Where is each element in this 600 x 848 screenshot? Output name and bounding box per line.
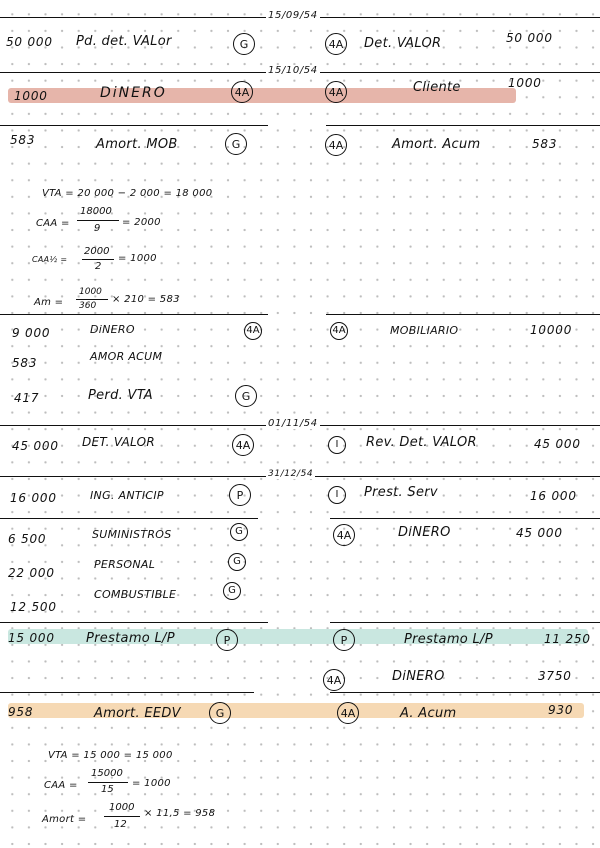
account-type-tag: G (209, 702, 231, 724)
credit-account: DiNERO (398, 525, 451, 540)
entry-separator-line (0, 518, 258, 519)
debit-amount: 12 500 (10, 600, 57, 614)
account-type-tag: P (216, 629, 238, 651)
credit-account: A. Acum (400, 706, 457, 721)
account-type-tag: G (225, 133, 247, 155)
account-type-tag: I (328, 486, 346, 504)
fraction-denominator: 12 (114, 819, 127, 830)
account-type-tag: 4A (325, 81, 347, 103)
entry-separator-line (0, 692, 254, 693)
debit-account: Pd. det. VALor (76, 34, 172, 49)
debit-amount: 22 000 (8, 566, 55, 580)
entry-separator-line (326, 314, 600, 315)
debit-account: PERSONAL (94, 558, 156, 571)
calc-caa-result: = 2000 (122, 217, 161, 228)
credit-amount: 11 250 (544, 632, 591, 646)
calc-half-result: = 1000 (118, 253, 157, 264)
fraction-numerator: 18000 (80, 206, 112, 217)
account-type-tag: G (233, 33, 255, 55)
fraction-denominator: 15 (101, 784, 114, 795)
fraction-bar (104, 816, 140, 817)
entry-separator-line (0, 125, 268, 126)
fraction-bar (88, 782, 128, 783)
fraction-bar (76, 299, 108, 300)
fraction-bar (77, 220, 119, 221)
calc-caa-fraction (88, 768, 128, 798)
account-type-tag: 4A (330, 322, 348, 340)
credit-account: DiNERO (392, 669, 445, 684)
calc-half-fraction (82, 246, 116, 274)
debit-account: DiNERO (90, 323, 135, 336)
entry-date: 31/12/54 (268, 469, 314, 479)
calc-am-result: × 11,5 = 958 (144, 808, 216, 819)
debit-account: Prestamo L/P (86, 631, 175, 646)
credit-amount: 1000 (508, 76, 542, 90)
account-type-tag: I (328, 436, 346, 454)
calc-caa-fraction (77, 206, 119, 236)
debit-amount: 583 (12, 356, 38, 370)
debit-amount: 45 000 (12, 439, 59, 453)
entry-separator-line (330, 622, 600, 623)
credit-amount: 45 000 (534, 437, 581, 451)
debit-account: SUMINISTROS (92, 528, 172, 541)
calc-am-label: Amort = (42, 814, 87, 825)
calc-vta: VTA = 20 000 − 2 000 = 18 000 (42, 188, 213, 199)
credit-amount: 3750 (538, 669, 572, 683)
credit-amount: 45 000 (516, 526, 563, 540)
credit-account: Det. VALOR (364, 36, 442, 51)
debit-account: Amort. EEDV (94, 706, 181, 721)
credit-amount: 16 000 (530, 489, 577, 503)
calc-caa-result: = 1000 (132, 778, 171, 789)
account-type-tag: G (235, 385, 257, 407)
calc-caa-label: CAA = (44, 780, 78, 791)
credit-amount: 10000 (530, 323, 573, 337)
calc-am-label: Am = (34, 297, 64, 308)
account-type-tag: G (223, 582, 241, 600)
debit-amount: 1000 (14, 89, 48, 103)
credit-account: Cliente (413, 80, 461, 95)
credit-account: Prest. Serv (364, 485, 438, 500)
credit-amount: 50 000 (506, 31, 553, 45)
debit-amount: 15 000 (8, 631, 55, 645)
debit-amount: 958 (8, 705, 34, 719)
entry-separator-line (330, 518, 600, 519)
fraction-numerator: 2000 (84, 246, 110, 257)
fraction-denominator: 2 (95, 261, 102, 272)
account-type-tag: G (230, 523, 248, 541)
entry-separator-line (330, 692, 600, 693)
calc-caa-label: CAA = (36, 218, 70, 229)
debit-amount: 9 000 (12, 326, 51, 340)
debit-account: COMBUSTIBLE (94, 588, 177, 601)
calc-half-label: CAA½ = (32, 255, 68, 264)
debit-account: Perd. VTA (88, 388, 153, 403)
account-type-tag: G (228, 553, 246, 571)
account-type-tag: 4A (325, 33, 347, 55)
entry-separator-line (0, 622, 268, 623)
debit-account: AMOR ACUM (90, 350, 163, 363)
debit-amount: 50 000 (6, 35, 53, 49)
fraction-bar (82, 259, 114, 260)
debit-amount: 583 (10, 133, 36, 147)
fraction-denominator: 9 (94, 223, 101, 234)
entry-date: 15/09/54 (268, 10, 318, 21)
credit-account: Amort. Acum (392, 137, 481, 152)
account-type-tag: 4A (231, 81, 253, 103)
debit-amount: 6 500 (8, 532, 47, 546)
account-type-tag: 4A (232, 434, 254, 456)
account-type-tag: P (229, 484, 251, 506)
debit-account: Amort. MOB (96, 137, 178, 152)
account-type-tag: P (333, 629, 355, 651)
credit-account: MOBILIARIO (390, 324, 459, 337)
fraction-numerator: 15000 (91, 768, 123, 779)
debit-account: DET. VALOR (82, 435, 156, 449)
fraction-denominator: 360 (79, 301, 97, 311)
account-type-tag: 4A (337, 702, 359, 724)
fraction-numerator: 1000 (109, 802, 135, 813)
account-type-tag: 4A (333, 524, 355, 546)
calc-am-fraction (76, 287, 110, 315)
entry-separator-line (0, 314, 268, 315)
account-type-tag: 4A (325, 134, 347, 156)
debit-account: ING. ANTICIP (90, 489, 164, 502)
calc-am-result: × 210 = 583 (112, 294, 180, 305)
credit-amount: 583 (532, 137, 558, 151)
credit-account: Rev. Det. VALOR (366, 435, 477, 450)
debit-amount: 16 000 (10, 491, 57, 505)
account-type-tag: 4A (323, 669, 345, 691)
credit-amount: 930 (548, 703, 574, 717)
debit-amount: 417 (14, 391, 40, 405)
account-type-tag: 4A (244, 322, 262, 340)
entry-date: 01/11/54 (268, 418, 318, 429)
credit-account: Prestamo L/P (404, 632, 493, 647)
entry-separator-line (326, 125, 600, 126)
fraction-numerator: 1000 (79, 287, 102, 297)
debit-account: DiNERO (100, 85, 167, 101)
calc-vta: VTA = 15 000 = 15 000 (48, 750, 173, 761)
entry-date: 15/10/54 (268, 65, 318, 76)
calc-am-fraction (104, 802, 142, 834)
